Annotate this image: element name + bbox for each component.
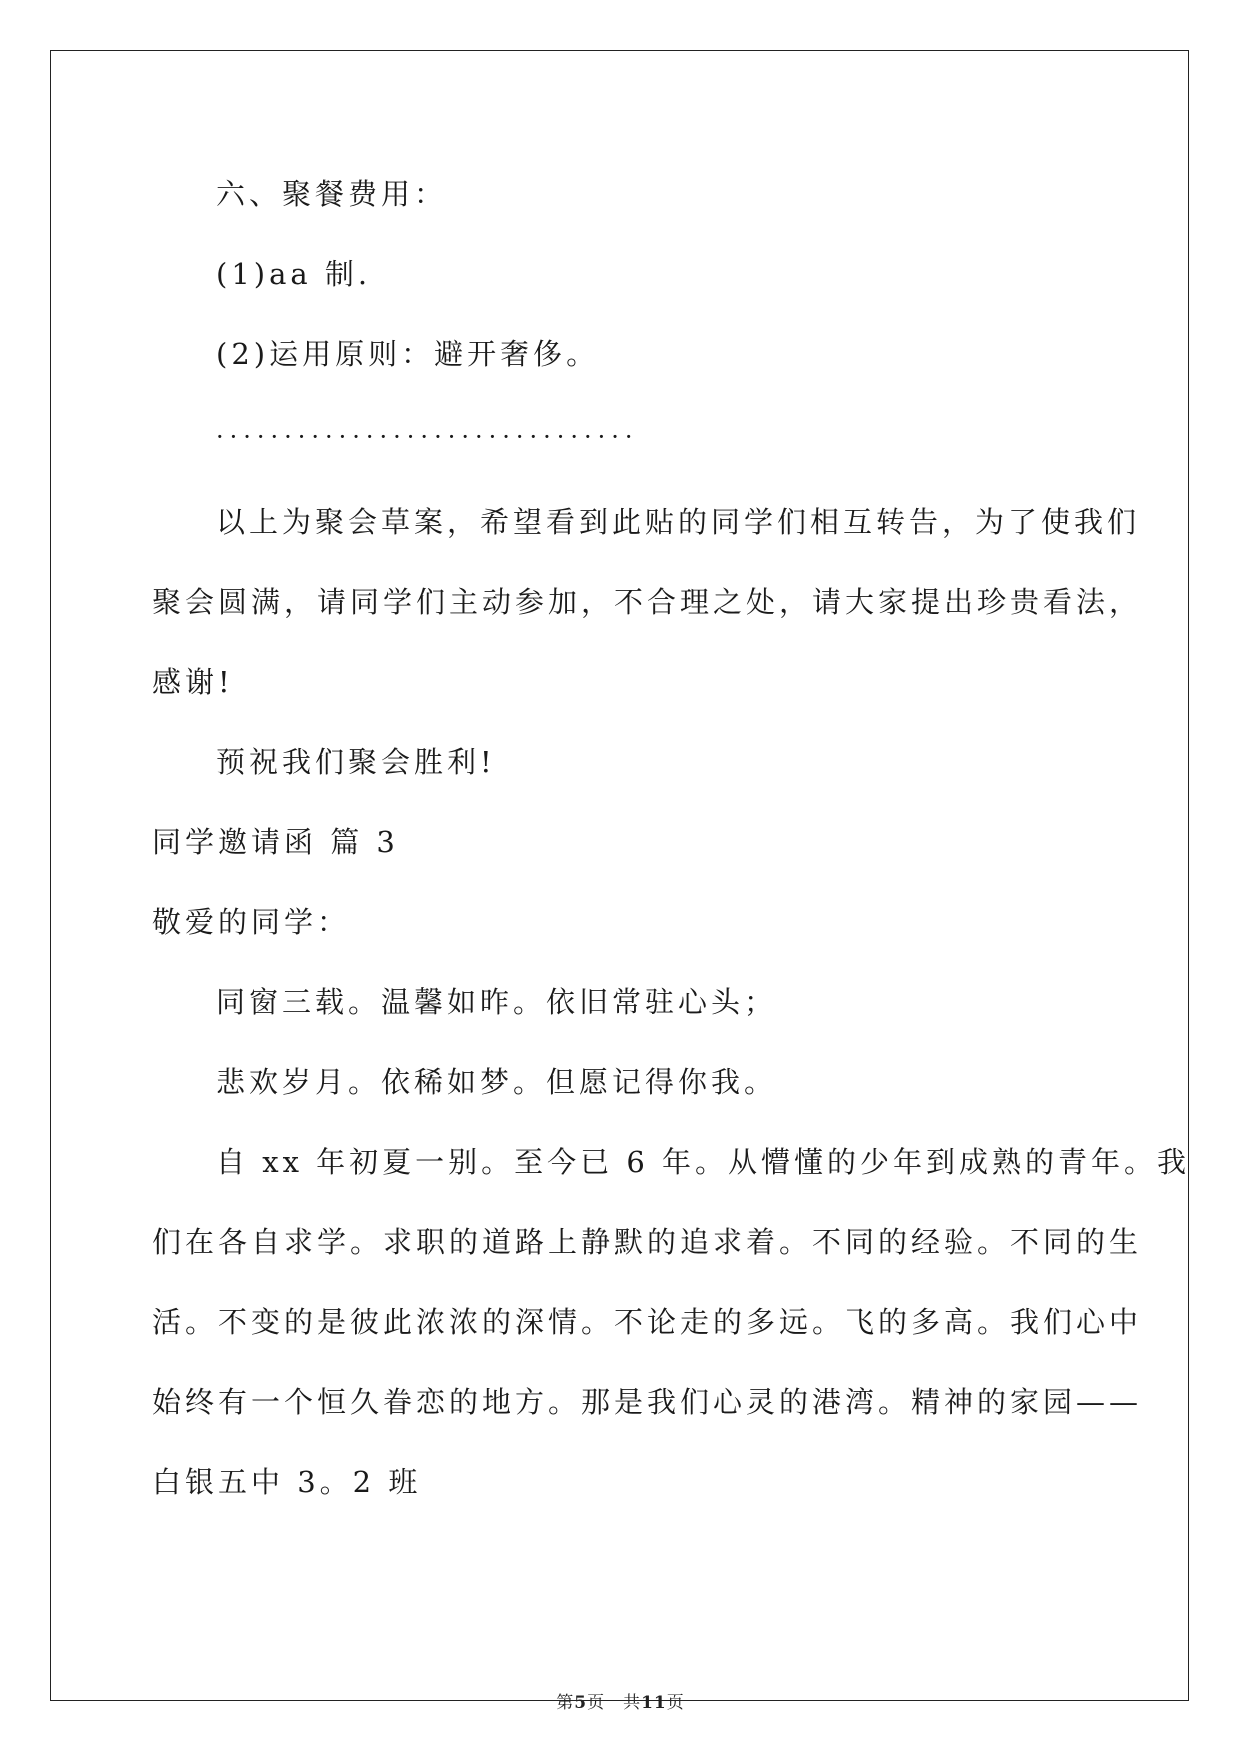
current-page-number: 5 [574,1693,588,1713]
paragraph-line: 始终有一个恒久眷恋的地方。那是我们心灵的港湾。精神的家园—— [152,1385,1143,1419]
paragraph-line: 自 xx 年初夏一别。至今已 6 年。从懵懂的少年到成熟的青年。我 [216,1145,1191,1179]
section-heading-dining-cost: 六、聚餐费用： [216,177,448,211]
paragraph-line: 聚会圆满，请同学们主动参加，不合理之处，请大家提出珍贵看法， [152,585,1143,619]
page-border [50,50,1189,1701]
paragraph-line: 感谢! [152,665,234,699]
section-title: 同学邀请函 篇 3 [152,825,399,859]
salutation: 敬爱的同学： [152,905,351,939]
list-item: (2)运用原则：避开奢侈。 [216,337,600,371]
footer-suffix: 页 [666,1693,685,1713]
paragraph-line: 预祝我们聚会胜利! [216,745,496,779]
page-footer [0,1695,1241,1712]
total-page-number: 11 [641,1693,667,1713]
paragraph-line: 同窗三载。温馨如昨。依旧常驻心头； [216,985,778,1019]
paragraph-line: 悲欢岁月。依稀如梦。但愿记得你我。 [216,1065,778,1099]
footer-prefix: 第 [556,1693,575,1713]
paragraph-line: 们在各自求学。求职的道路上静默的追求着。不同的经验。不同的生 [152,1225,1143,1259]
paragraph-line: 以上为聚会草案，希望看到此贴的同学们相互转告，为了使我们 [216,505,1141,539]
paragraph-line: 活。不变的是彼此浓浓的深情。不论走的多远。飞的多高。我们心中 [152,1305,1143,1339]
list-item: (1)aa 制. [216,257,372,291]
footer-mid: 页 共 [587,1693,642,1713]
paragraph-line: 白银五中 3。2 班 [152,1465,422,1499]
dotted-separator: ······························· [216,423,639,451]
